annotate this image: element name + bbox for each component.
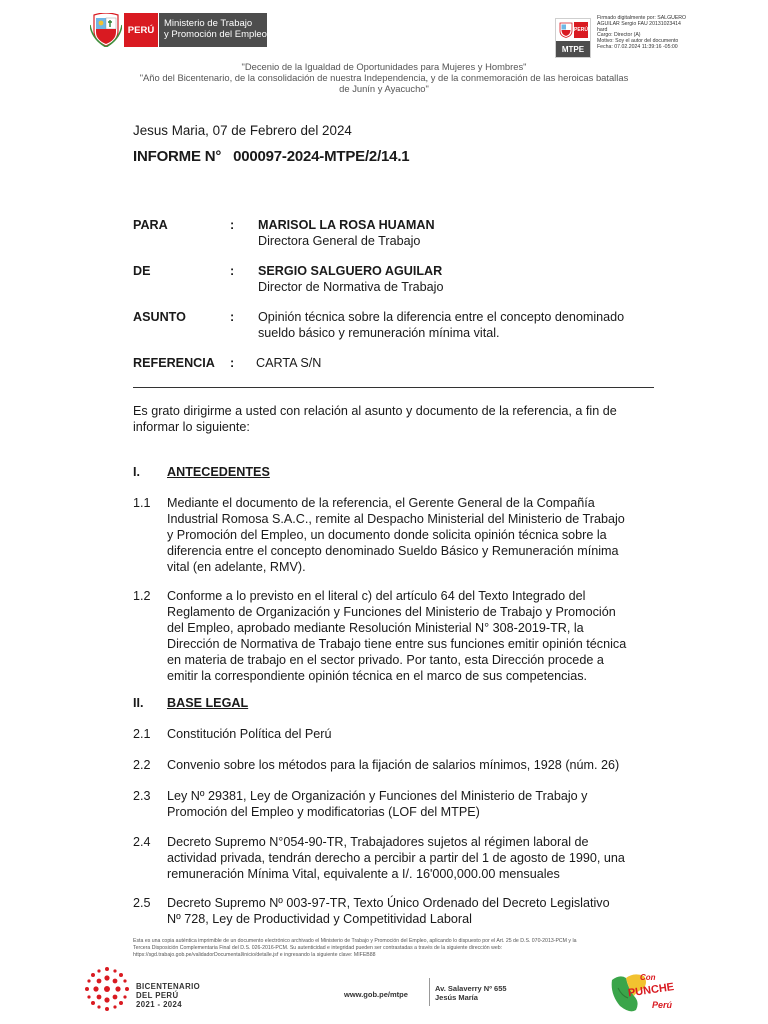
- para-line: Reglamento de Organización y Funciones del Ministerio de Trabajo y Promoción: [167, 605, 616, 619]
- asunto-label: ASUNTO: [133, 310, 186, 324]
- para-line: vital (en adelante, RMV).: [167, 560, 306, 574]
- para-line: Dirección de Normativa de Trabajo tiene entre sus funciones emitir opinión técnica: [167, 637, 627, 651]
- section1-number: I.: [133, 465, 140, 479]
- section1-title: ANTECEDENTES: [167, 465, 270, 479]
- item-2-3-text: [167, 788, 635, 820]
- para-line: remuneración Mínima Vital, equivalente a I/. 16'000,000.00 mensuales: [167, 867, 560, 881]
- para-label: PARA: [133, 218, 168, 232]
- decenio-line: "Decenio de la Igualdad de Oportunidades para Mujeres y Hombres": [241, 61, 527, 72]
- para-line: Industrial Romosa S.A.C., remite al Despacho Ministerial del Ministerio de Trabajo: [167, 512, 625, 526]
- para-value: [258, 217, 658, 249]
- para-line: Conforme a lo previsto en el literal c) del artículo 64 del Texto Integrado del: [167, 589, 586, 603]
- website-link[interactable]: www.gob.pe/mtpe: [344, 990, 408, 999]
- de-name: SERGIO SALGUERO AGUILAR: [258, 264, 443, 278]
- para-line: emitir la correspondiente opinión técnica en el marco de sus competencias.: [167, 669, 588, 683]
- item-number: 1.1: [133, 496, 151, 510]
- item-2-2-text: [167, 757, 647, 773]
- asunto-value: [258, 309, 658, 341]
- item-2-5-text: [167, 895, 635, 927]
- bicentenario-line: DEL PERÚ: [136, 991, 179, 1000]
- item-number: 2.1: [133, 727, 151, 741]
- emblem-peru-label: PERÚ: [574, 22, 588, 38]
- authenticity-note: [133, 938, 637, 959]
- asunto-line: sueldo básico y remuneración mínima vital.: [258, 326, 500, 340]
- para-name: MARISOL LA ROSA HUAMAN: [258, 218, 435, 232]
- signature-line: Fecha: 07.02.2024 11:39:16 -05:00: [597, 43, 678, 50]
- decenio-line: de Junín y Ayacucho": [339, 83, 429, 94]
- item-number: 2.4: [133, 835, 151, 849]
- para-line: del Empleo, aprobado mediante Resolución Ministerial N° 308-2019-TR, la: [167, 621, 584, 635]
- bicentenario-line: BICENTENARIO: [136, 982, 201, 991]
- address-line: Jesús María: [435, 993, 478, 1002]
- item-number: 2.2: [133, 758, 151, 772]
- document-date: Jesus Maria, 07 de Febrero del 2024: [133, 123, 352, 138]
- decenio-heading: [0, 61, 768, 94]
- item-number: 2.5: [133, 896, 151, 910]
- signature-line: Cargo: Director (A): [597, 32, 641, 39]
- ministry-name-line1: Ministerio de Trabajo: [164, 18, 253, 29]
- de-label: DE: [133, 264, 151, 278]
- item-number: 2.3: [133, 789, 151, 803]
- asunto-colon: :: [230, 310, 235, 324]
- item-2-1-text: [167, 726, 635, 742]
- digital-signature-stamp: [555, 14, 735, 60]
- para-line: Decreto Supremo Nº 003-97-TR, Texto Único Ordenado del Decreto Legislativo: [167, 896, 610, 910]
- de-colon: :: [230, 264, 235, 278]
- item-1-2-text: [167, 588, 635, 684]
- bicentenario-text: [136, 982, 200, 1009]
- item-2-4-text: [167, 834, 635, 882]
- de-role: Director de Normativa de Trabajo: [258, 280, 444, 294]
- ministry-name-line2: y Promoción del Empleo: [164, 29, 267, 40]
- inform-title: [133, 149, 409, 165]
- ministry-logo: [90, 13, 267, 47]
- bicentenario-emblem-icon: [82, 964, 132, 1014]
- coat-of-arms-icon: [90, 13, 122, 47]
- signature-line: hard: [597, 26, 608, 33]
- bicentenario-line: 2021 - 2024: [136, 1000, 183, 1009]
- referencia-value: CARTA S/N: [256, 356, 322, 370]
- para-line: en materia de trabajo en el sector privado. Por tanto, esta Dirección procede a: [167, 653, 604, 667]
- para-line: diferencia entre el concepto denominado Sueldo Básico y Remuneración mínima: [167, 544, 619, 558]
- para-colon: :: [230, 218, 235, 232]
- note-line: https://sgd.trabajo.gob.pe/validadorDocumental/inicio/detalle.jsf e ingresando la siguiente clave: MIFEB88: [133, 952, 376, 958]
- inform-number: 000097-2024-MTPE/2/14.1: [233, 148, 410, 165]
- item-1-1-text: [167, 495, 635, 575]
- ministry-address: [435, 984, 507, 1002]
- para-line: Decreto Supremo N°054-90-TR, Trabajadores sujetos al régimen laboral de: [167, 835, 589, 849]
- intro-line: informar lo siguiente:: [133, 420, 250, 434]
- mtpe-emblem: [555, 18, 591, 58]
- para-line: Nº 728, Ley de Productividad y Competitividad Laboral: [167, 912, 472, 926]
- small-crest-icon: [559, 22, 573, 38]
- address-line: Av. Salaverry Nº 655: [435, 984, 507, 993]
- header-divider: [133, 387, 654, 388]
- de-value: [258, 263, 658, 295]
- bicentenario-logo: [82, 964, 212, 1014]
- para-role: Directora General de Trabajo: [258, 234, 421, 248]
- emblem-mtpe-label: MTPE: [556, 41, 590, 57]
- intro-line: Es grato dirigirme a usted con relación al asunto y documento de la referencia, a fin de: [133, 404, 617, 418]
- section2-title: BASE LEGAL: [167, 696, 249, 710]
- referencia-label: REFERENCIA: [133, 356, 215, 370]
- peru-label: PERÚ: [124, 13, 158, 47]
- signature-line: Motivo: Soy el autor del documento: [597, 38, 679, 45]
- section2-number: II.: [133, 696, 144, 710]
- para-line: Convenio sobre los métodos para la fijación de salarios mínimos, 1928 (núm. 26): [167, 758, 620, 772]
- campaign-peru: Perú: [652, 1000, 673, 1010]
- signature-details: [597, 16, 737, 51]
- signature-line: AGUILAR Sergio FAU 20131023414: [597, 20, 681, 27]
- ministry-name: [159, 13, 267, 47]
- referencia-colon: :: [230, 356, 235, 370]
- asunto-line: Opinión técnica sobre la diferencia entre el concepto denominado: [258, 310, 625, 324]
- intro-paragraph: [133, 403, 638, 435]
- punche-map-icon: [606, 966, 686, 1016]
- para-line: Mediante el documento de la referencia, el Gerente General de la Compañía: [167, 496, 595, 510]
- con-punche-peru-logo: [606, 966, 686, 1016]
- footer-separator: [429, 978, 430, 1006]
- note-line: Esta es una copia auténtica imprimible de un documento electrónico archivado el Ministerio de Trabajo y Promoción del Empleo, aplicando lo dispuesto por el Art. 25 de D.S. 070-2013-PCM y la: [133, 938, 577, 944]
- item-number: 1.2: [133, 589, 151, 603]
- inform-label: INFORME N°: [133, 148, 222, 165]
- para-line: actividad privada, tendrán derecho a percibir a partir del 1 de agosto de 1990, una: [167, 851, 625, 865]
- decenio-line: "Año del Bicentenario, de la consolidación de nuestra Independencia, y de la conmemoración de las heroicas batallas: [139, 72, 629, 83]
- note-line: Tercera Disposición Complementaria Final del D.S. 026-2016-PCM. Su autenticidad e integridad pueden ser contrastadas a través de la siguiente dirección web:: [133, 945, 503, 951]
- para-line: Constitución Política del Perú: [167, 727, 332, 741]
- campaign-con: Con: [640, 973, 656, 982]
- para-line: Promoción del Empleo y modificatorias (LOF del MTPE): [167, 805, 480, 819]
- para-line: Ley Nº 29381, Ley de Organización y Funciones del Ministerio de Trabajo y: [167, 789, 588, 803]
- signature-line: Firmado digitalmente por: SALGUERO: [597, 15, 687, 21]
- campaign-punche: PUNCHE: [627, 981, 675, 1000]
- para-line: y Promoción del Empleo, un documento donde solicita opinión técnica sobre la: [167, 528, 607, 542]
